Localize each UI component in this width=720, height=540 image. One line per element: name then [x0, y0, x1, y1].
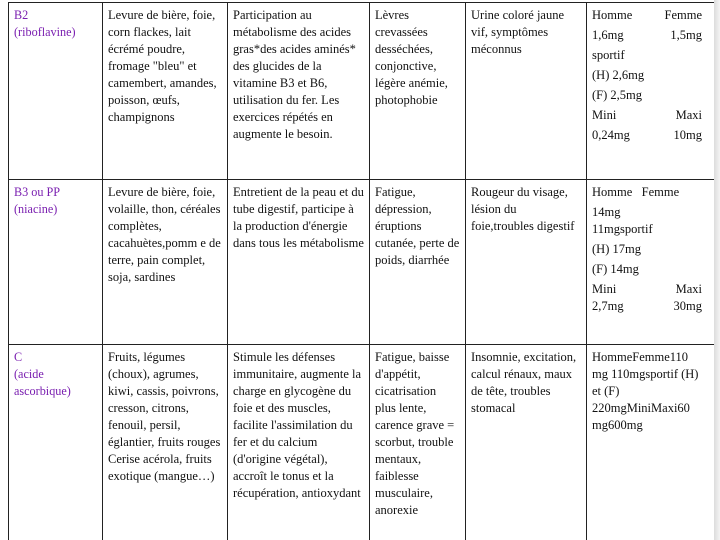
deficiency-cell: Fatigue, baisse d'appétit, cicatrisation plus lente, carence grave = scorbut, trouble mentaux, faiblesse musculaire, anorexie — [370, 345, 466, 540]
dose-label-min: Mini — [592, 108, 617, 122]
dose-line: (H) 2,6mg — [592, 68, 645, 82]
table-row-b3 — [9, 180, 715, 345]
dose-line: sportif — [592, 48, 625, 62]
dose-value-min: 0,24mg — [592, 128, 630, 142]
sources-cell: Fruits, légumes (choux), agrumes, kiwi, cassis, poivrons, cresson, citrons, fenouil, persil, églantier, fruits rouges Cerise acérola, fruits exotique (mangue…) — [103, 345, 228, 540]
table-row-c — [9, 345, 715, 540]
deficiency-cell: Fatigue, dépression, éruptions cutanée, perte de poids, diarrhée — [370, 180, 466, 345]
dose-value-women: 1,5mg — [670, 28, 702, 42]
dose-line: 14mg — [592, 205, 621, 219]
vitamin-name: C — [14, 350, 23, 364]
dose-value-max: 30mg — [673, 299, 702, 313]
vitamin-chemical-name: (niacine) — [14, 202, 58, 216]
excess-cell: Rougeur du visage, lésion du foie,troubles digestif — [466, 180, 587, 345]
sources-cell: Levure de bière, foie, volaille, thon, céréales complètes, cacahuètes,pomm e de terre, pain complet, soja, sardines — [103, 180, 228, 345]
dose-label-men: Homme — [592, 185, 633, 199]
dose-label-min: Mini — [592, 282, 617, 296]
slide-edge-shadow — [714, 0, 720, 540]
vitamin-name-cell — [9, 180, 103, 345]
dose-label-max: Maxi — [675, 108, 702, 122]
dose-range-pair — [592, 281, 702, 298]
excess-cell: Urine coloré jaune vif, symptômes méconnus — [466, 3, 587, 180]
dose-header-pair — [592, 184, 702, 201]
dose-value-men: 1,6mg — [592, 28, 624, 42]
role-cell: Entretient de la peau et du tube digestif, participe à la production d'énergie dans tous les métabolisme — [228, 180, 370, 345]
excess-cell: Insomnie, excitation, calcul rénaux, maux de tête, troubles stomacal — [466, 345, 587, 540]
dose-cell — [587, 180, 715, 345]
dose-value-pair — [592, 27, 702, 44]
sources-cell: Levure de bière, foie, corn flackes, lait écrémé poudre, fromage "bleu" et camembert, amandes, poisson, œufs, champignons — [103, 3, 228, 180]
vitamin-name: B3 ou PP — [14, 185, 61, 199]
dose-value-max: 10mg — [673, 128, 702, 142]
dose-range-values — [592, 127, 702, 144]
table-row-b2 — [9, 3, 715, 180]
dose-value-min: 2,7mg — [592, 299, 624, 313]
vitamin-chemical-name: (acide — [14, 367, 44, 381]
role-cell: Stimule les défenses immunitaire, augmente la charge en glycogène du foie et des muscles, facilite l'assimilation du fer et du calcium (d'origine végétal), accroît le tonus et la récupération, antioxydant — [228, 345, 370, 540]
dose-range-values — [592, 298, 702, 315]
dose-cell: HommeFemme110 mg 110mgsportif (H) et (F) 220mgMiniMaxi60 mg600mg — [587, 345, 715, 540]
vitamin-chemical-name: (riboflavine) — [14, 25, 76, 39]
deficiency-cell: Lèvres crevassées desséchées, conjonctive, légère anémie, photophobie — [370, 3, 466, 180]
dose-label-max: Maxi — [675, 282, 702, 296]
dose-label-men: Homme — [592, 8, 633, 22]
vitamin-table — [8, 2, 715, 540]
vitamin-name-cell — [9, 345, 103, 540]
dose-cell — [587, 3, 715, 180]
vitamin-name-cell — [9, 3, 103, 180]
dose-line: (F) 2,5mg — [592, 88, 642, 102]
dose-label-women: Femme — [641, 185, 680, 199]
dose-line: (F) 14mg — [592, 262, 639, 276]
dose-range-pair — [592, 107, 702, 124]
role-cell: Participation au métabolisme des acides gras*des acides aminés* des glucides de la vitamine B3 et B6, utilisation du fer. Les exercices répétés en augmente le besoin. — [228, 3, 370, 180]
vitamin-name: B2 — [14, 8, 29, 22]
vitamin-chemical-name: ascorbique) — [14, 384, 71, 398]
dose-label-women: Femme — [664, 8, 702, 22]
dose-line: (H) 17mg — [592, 242, 641, 256]
dose-header-pair — [592, 7, 702, 24]
dose-line: 11mgsportif — [592, 222, 653, 236]
